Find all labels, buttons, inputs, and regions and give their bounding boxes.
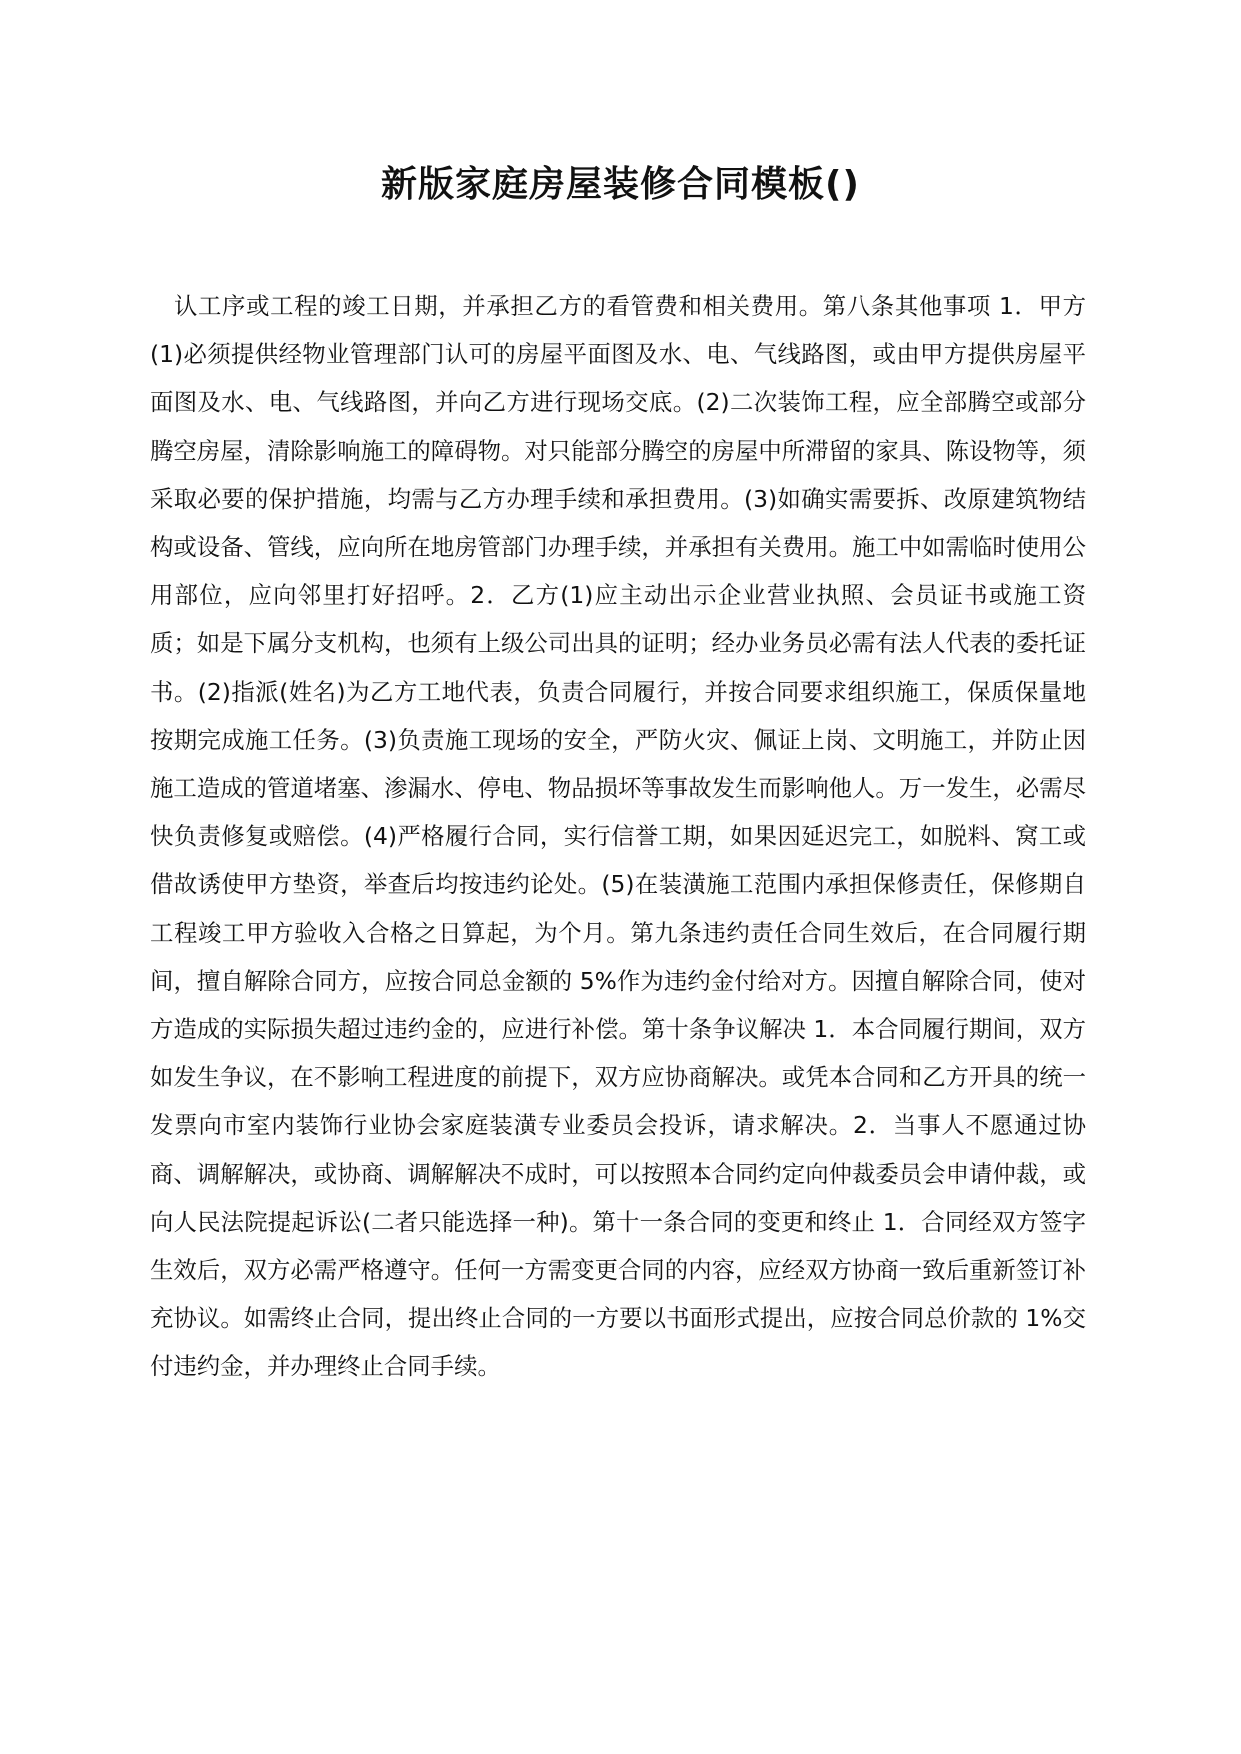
document-title: 新版家庭房屋装修合同模板() xyxy=(381,164,860,205)
document-body-paragraph: 认工序或工程的竣工日期，并承担乙方的看管费和相关费用。第八条其他事项 1．甲方(1)必须提供经物业管理部门认可的房屋平面图及水、电、气线路图，或由甲方提供房屋平面图及水、电、气线路图，并向乙方进行现场交底。(2)二次装饰工程，应全部腾空或部分腾空房屋，清除影响施工的障碍物。对只能部分腾空的房屋中所滞留的家具、陈设物等，须采取必要的保护措施，均需与乙方办理手续和承担费用。(3)如确实需要拆、改原建筑物结构或设备、管线，应向所在地房管部门办理手续，并承担有关费用。施工中如需临时使用公用部位，应向邻里打好招呼。2．乙方(1)应主动出示企业营业执照、会员证书或施工资质；如是下属分支机构，也须有上级公司出具的证明；经办业务员必需有法人代表的委托证书。(2)指派(姓名)为乙方工地代表，负责合同履行，并按合同要求组织施工，保质保量地按期完成施工任务。(3)负责施工现场的安全，严防火灾、佩证上岗、文明施工，并防止因施工造成的管道堵塞、渗漏水、停电、物品损坏等事故发生而影响他人。万一发生，必需尽快负责修复或赔偿。(4)严格履行合同，实行信誉工期，如果因延迟完工，如脱料、窝工或借故诱使甲方垫资，举查后均按违约论处。(5)在装潢施工范围内承担保修责任，保修期自工程竣工甲方验收入合格之日算起，为个月。第九条违约责任合同生效后，在合同履行期间，擅自解除合同方，应按合同总金额的 5%作为违约金付给对方。因擅自解除合同，使对方造成的实际损失超过违约金的，应进行补偿。第十条争议解决 1．本合同履行期间，双方如发生争议，在不影响工程进度的前提下，双方应协商解决。或凭本合同和乙方开具的统一发票向市室内装饰行业协会家庭装潢专业委员会投诉，请求解决。2．当事人不愿通过协商、调解解决，或协商、调解解决不成时，可以按照本合同约定向仲裁委员会申请仲裁，或向人民法院提起诉讼(二者只能选择一种)。第十一条合同的变更和终止 1．合同经双方签字生效后，双方必需严格遵守。任何一方需变更合同的内容，应经双方协商一致后重新签订补充协议。如需终止合同，提出终止合同的一方要以书面形式提出，应按合同总价款的 1%交付违约金，并办理终止合同手续。 xyxy=(150,292,1086,1381)
